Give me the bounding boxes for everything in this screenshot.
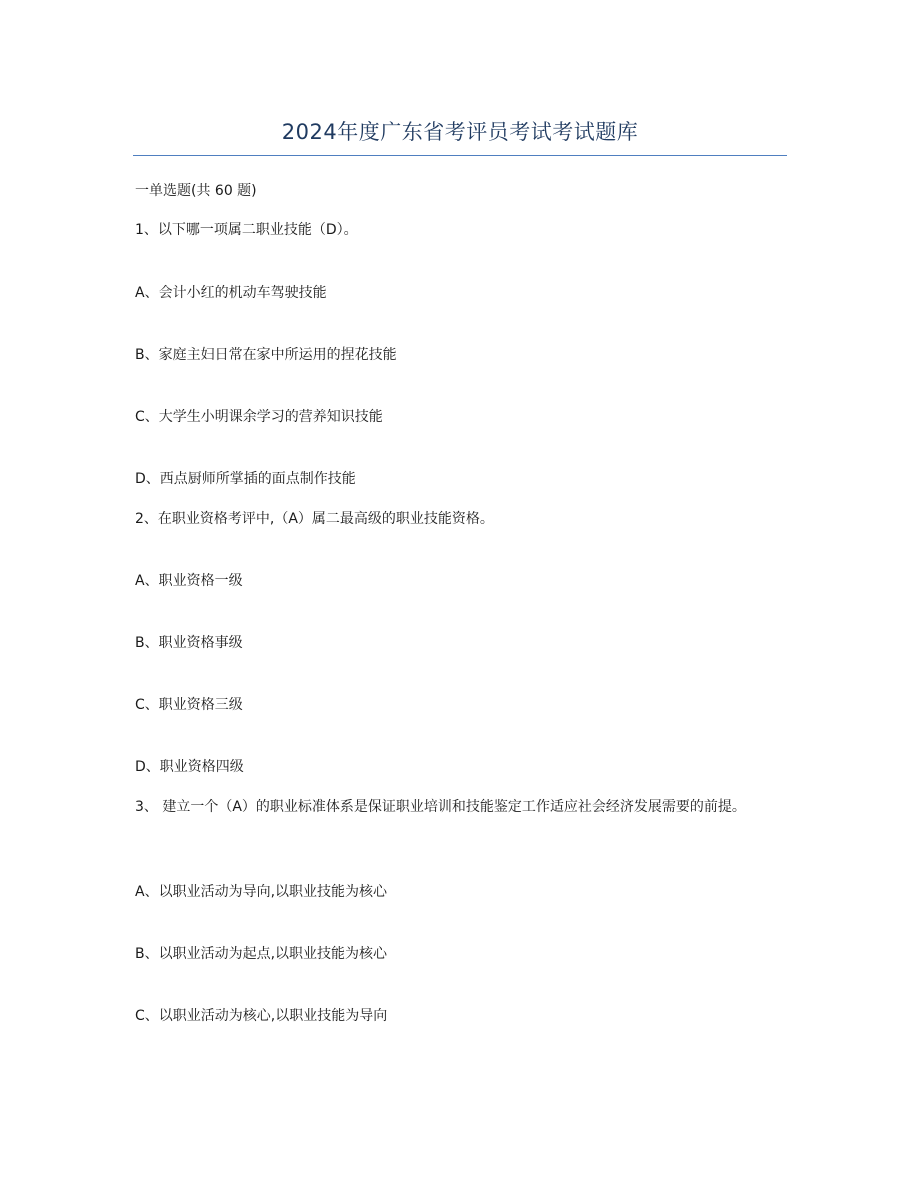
- question-3-stem: 3、 建立一个（A）的职业标准体系是保证职业培训和技能鉴定工作适应社会经济发展需要的前提。: [135, 799, 746, 815]
- question-2-option-d: D、职业资格四级: [135, 759, 244, 775]
- question-3-option-a: A、以职业活动为导向,以职业技能为核心: [135, 884, 388, 900]
- question-2-stem: 2、在职业资格考评中,（A）属二最高级的职业技能资格。: [135, 511, 494, 527]
- document-title: 2024年度广东省考评员考试考试题库: [281, 120, 639, 144]
- question-2-option-c: C、职业资格三级: [135, 697, 243, 713]
- question-1-option-c: C、大学生小明课余学习的营养知识技能: [135, 409, 383, 425]
- question-2-option-b: B、职业资格事级: [135, 635, 243, 651]
- question-3-option-c: C、以职业活动为核心,以职业技能为导向: [135, 1008, 388, 1024]
- title-underline: [133, 155, 787, 156]
- question-1-option-a: A、会计小红的机动车驾驶技能: [135, 285, 327, 301]
- question-1-stem: 1、以下哪一项属二职业技能（D）。: [135, 222, 358, 238]
- section-heading: 一单选题(共 60 题): [135, 183, 257, 199]
- question-2-option-a: A、职业资格一级: [135, 573, 243, 589]
- question-1-option-d: D、西点厨师所掌插的面点制作技能: [135, 471, 356, 487]
- question-1-option-b: B、家庭主妇日常在家中所运用的捏花技能: [135, 347, 397, 363]
- question-3-option-b: B、以职业活动为起点,以职业技能为核心: [135, 946, 388, 962]
